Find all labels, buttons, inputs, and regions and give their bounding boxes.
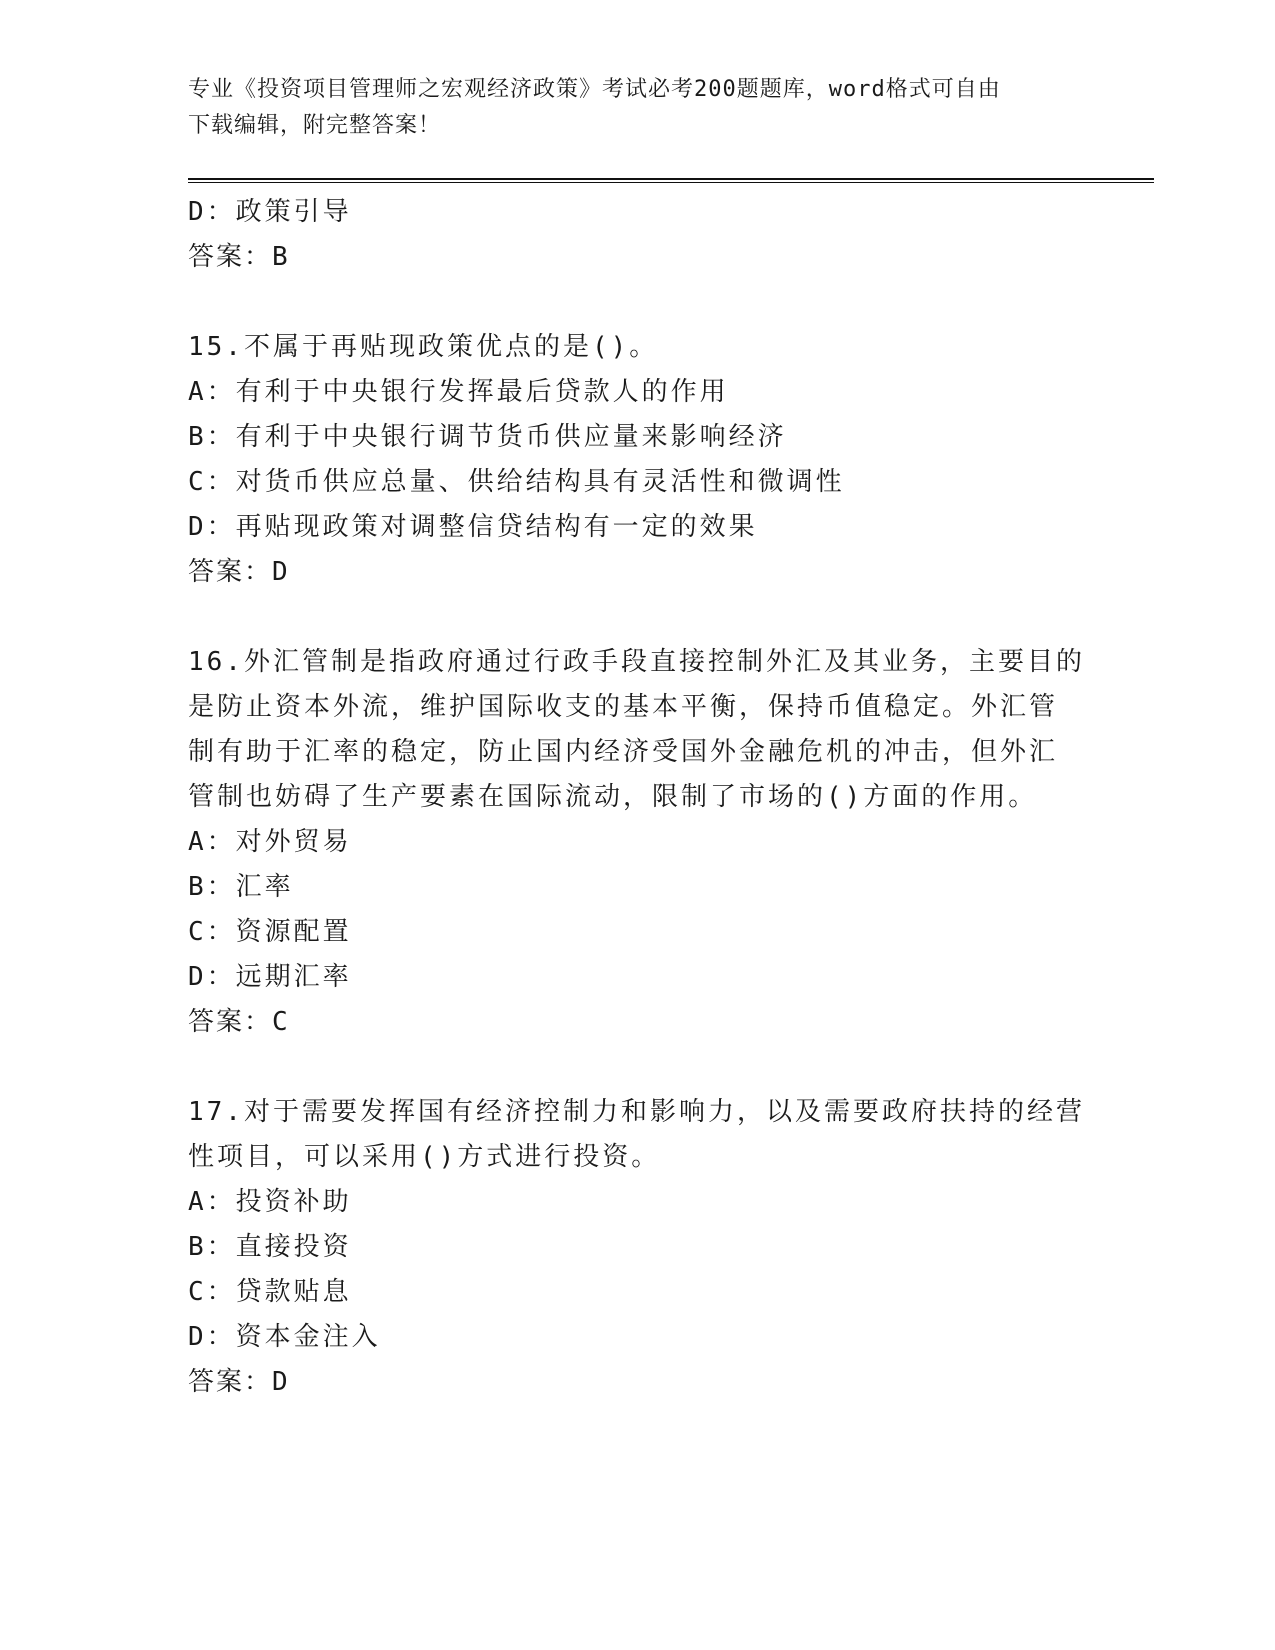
question-stem-line: 性项目，可以采用()方式进行投资。 xyxy=(188,1142,661,1172)
option-a: A：有利于中央银行发挥最后贷款人的作用 xyxy=(188,377,729,407)
answer-letter: C xyxy=(272,1007,290,1037)
question-stem-line: 制有助于汇率的稳定，防止国内经济受国外金融危机的冲击，但外汇 xyxy=(188,737,1059,767)
answer-label: 答案： xyxy=(188,1007,273,1037)
answer-label: 答案： xyxy=(188,242,273,272)
header-divider xyxy=(188,178,1154,183)
answer xyxy=(188,550,1068,595)
option-b: B：有利于中央银行调节货币供应量来影响经济 xyxy=(188,422,787,452)
option-b: B：直接投资 xyxy=(188,1232,352,1262)
answer-letter: D xyxy=(272,557,290,587)
prev-option-d: D：政策引导 xyxy=(188,197,352,227)
question-stem-line: 16.外汇管制是指政府通过行政手段直接控制外汇及其业务，主要目的 xyxy=(188,647,1085,677)
answer xyxy=(188,1000,1068,1045)
answer-label: 答案： xyxy=(188,557,273,587)
option-d: D：再贴现政策对调整信贷结构有一定的效果 xyxy=(188,512,758,542)
header-line-1: 专业《投资项目管理师之宏观经济政策》考试必考200题题库，word格式可自由 xyxy=(188,77,1001,102)
option-b: B：汇率 xyxy=(188,872,294,902)
spacer xyxy=(188,595,1068,640)
spacer xyxy=(188,1045,1068,1090)
question-stem-line: 17.对于需要发挥国有经济控制力和影响力，以及需要政府扶持的经营 xyxy=(188,1097,1085,1127)
question-stem-line: 是防止资本外流，维护国际收支的基本平衡，保持币值稳定。外汇管 xyxy=(188,692,1059,722)
question-stem-line: 管制也妨碍了生产要素在国际流动，限制了市场的()方面的作用。 xyxy=(188,782,1038,812)
prev-answer xyxy=(188,235,1068,280)
option-c: C：贷款贴息 xyxy=(188,1277,352,1307)
answer-letter: B xyxy=(272,242,290,272)
option-a: A：投资补助 xyxy=(188,1187,352,1217)
option-a: A：对外贸易 xyxy=(188,827,352,857)
question-content xyxy=(188,190,1085,1405)
header-line-2: 下载编辑，附完整答案！ xyxy=(188,113,442,138)
question-17 xyxy=(188,1090,1085,1405)
answer-letter: D xyxy=(272,1367,290,1397)
spacer xyxy=(188,280,1068,325)
question-16 xyxy=(188,640,1085,1045)
question-stem-line: 15.不属于再贴现政策优点的是()。 xyxy=(188,332,659,362)
question-15 xyxy=(188,325,1068,595)
option-c: C：资源配置 xyxy=(188,917,352,947)
answer xyxy=(188,1360,1068,1405)
answer-label: 答案： xyxy=(188,1367,273,1397)
option-d: D：远期汇率 xyxy=(188,962,352,992)
page-header xyxy=(188,72,1068,144)
option-c: C：对货币供应总量、供给结构具有灵活性和微调性 xyxy=(188,467,845,497)
option-d: D：资本金注入 xyxy=(188,1322,381,1352)
